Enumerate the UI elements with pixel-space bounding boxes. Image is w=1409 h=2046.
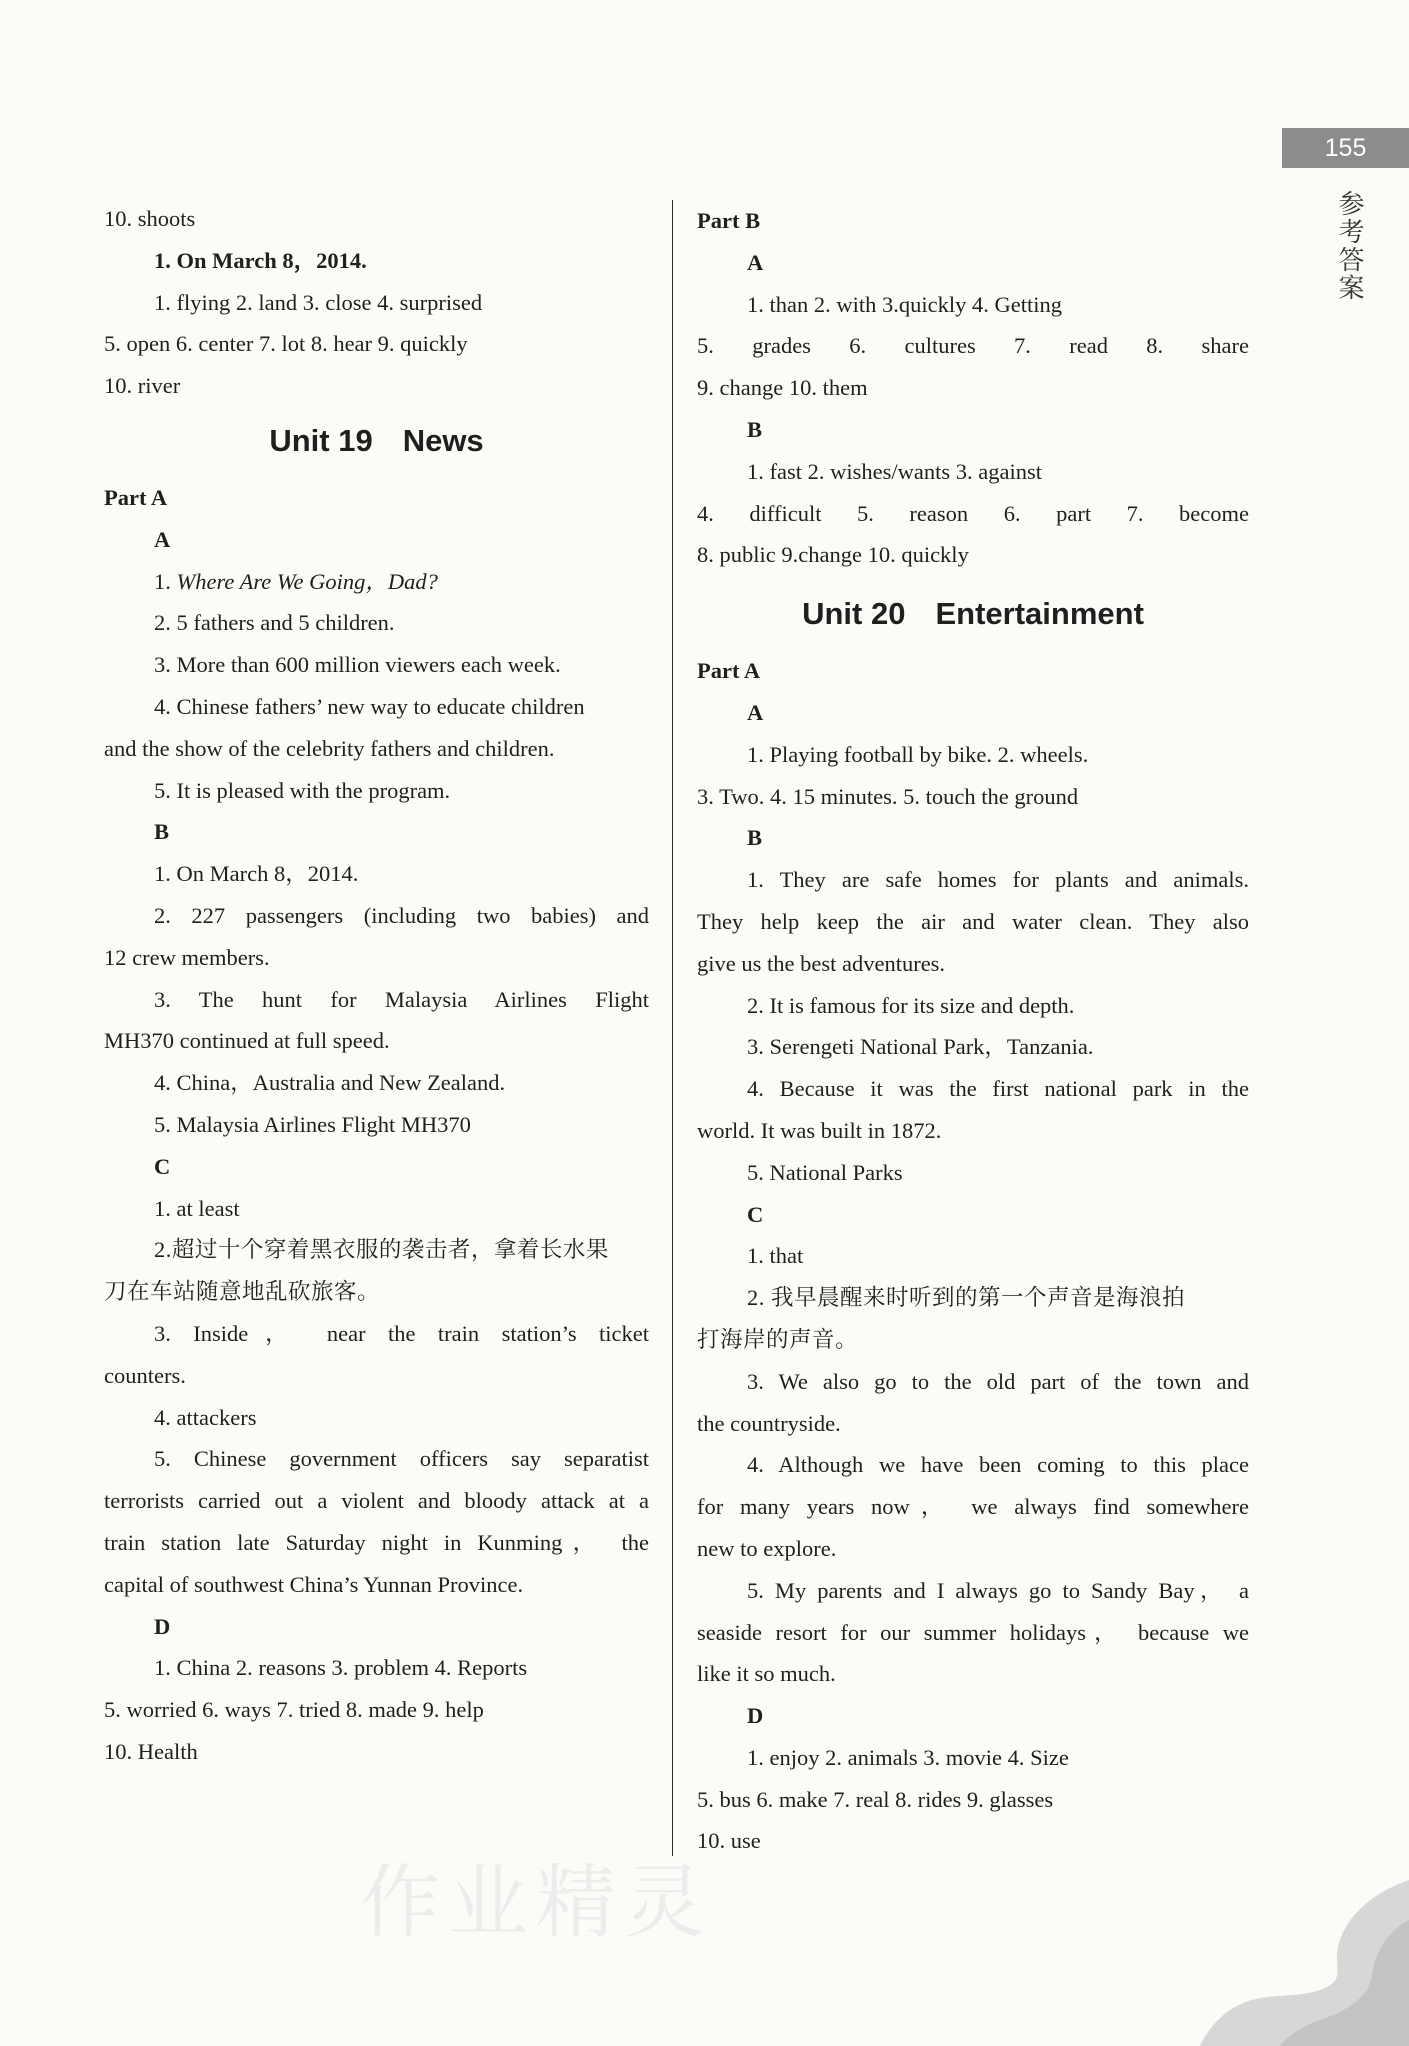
section-letter: 1. On March 8，2014.: [154, 247, 367, 273]
answer-line: capital of southwest China’s Yunnan Province.: [104, 1571, 524, 1597]
answer-line: 2. It is famous for its size and depth.: [747, 992, 1075, 1018]
answer-line: 3. Two. 4. 15 minutes. 5. touch the ground: [697, 783, 1079, 809]
unit-heading: [104, 421, 649, 461]
answer-line: 5. worried 6. ways 7. tried 8. made 9. help: [104, 1697, 484, 1723]
answer-line: 9. change 10. them: [697, 375, 868, 401]
answer-line: 2. 我早晨醒来时听到的第一个声音是海浪拍: [747, 1285, 1186, 1311]
answer-line: 10. shoots: [104, 206, 196, 231]
answer-line: 5. open 6. center 7. lot 8. hear 9. quickly: [104, 331, 468, 357]
answer-line: 1. that: [747, 1243, 804, 1269]
answer-line: for many years now， we always find somewhere: [697, 1494, 1249, 1520]
answer-line: 12 crew members.: [104, 944, 270, 970]
unit-number: Unit 20: [802, 596, 906, 632]
unit-title: Entertainment: [935, 596, 1144, 632]
column-divider: [672, 200, 673, 1856]
answer-line: 5. My parents and I always go to Sandy Bay， a: [747, 1577, 1249, 1603]
right-column: [697, 200, 1249, 1862]
answer-line: 4. difficult 5. reason 6. part 7. become: [697, 500, 1249, 526]
section-side-label: 参考答案: [1335, 190, 1364, 302]
answer-line: 4. China，Australia and New Zealand.: [154, 1070, 506, 1096]
section-letter: A: [747, 699, 764, 725]
part-heading: Part A: [697, 658, 761, 684]
answer-line: 8. public 9.change 10. quickly: [697, 542, 969, 568]
answer-line: 4. Although we have been coming to this place: [747, 1452, 1249, 1478]
answer-line: like it so much.: [697, 1661, 836, 1687]
program-title: Where Are We Going，Dad?: [176, 568, 438, 594]
section-letter: B: [747, 416, 763, 442]
answer-line: 1. China 2. reasons 3. problem 4. Reports: [154, 1655, 528, 1681]
answer-line: the countryside.: [697, 1410, 841, 1436]
section-letter: D: [747, 1703, 764, 1729]
section-letter: D: [154, 1613, 171, 1639]
answer-line: 3. More than 600 million viewers each week.: [154, 652, 561, 678]
answer-line: 3. Inside， near the train station’s ticket: [154, 1320, 649, 1346]
answer-line: 1. at least: [154, 1195, 240, 1221]
answer-line: 5. grades 6. cultures 7. read 8. share: [697, 333, 1249, 359]
part-heading: Part A: [104, 484, 168, 510]
section-letter: A: [747, 249, 764, 275]
answer-line: terrorists carried out a violent and bloody attack at a: [104, 1488, 649, 1514]
answer-line: 1. On March 8，2014.: [154, 861, 359, 887]
answer-line: 10. use: [697, 1828, 761, 1854]
part-heading: Part B: [697, 208, 761, 233]
answer-line: 1. They are safe homes for plants and animals.: [747, 867, 1249, 893]
answer-line: 10. river: [104, 373, 181, 399]
answer-line: 5. National Parks: [747, 1159, 903, 1185]
answer-line: seaside resort for our summer holidays， because we: [697, 1619, 1249, 1645]
answer-line: 5. Malaysia Airlines Flight MH370: [154, 1111, 471, 1137]
answer-line: 刀在车站随意地乱砍旅客。: [104, 1279, 381, 1305]
unit-title: News: [402, 422, 484, 458]
answer-line: and the show of the celebrity fathers and children.: [104, 735, 555, 761]
section-letter: A: [154, 526, 171, 552]
answer-line: 打海岸的声音。: [697, 1326, 859, 1352]
answer-line: 3. Serengeti National Park，Tanzania.: [747, 1034, 1094, 1060]
answer-number: 1.: [154, 568, 171, 594]
answer-line: world. It was built in 1872.: [697, 1117, 942, 1143]
answer-line: give us the best adventures.: [697, 950, 946, 976]
unit-number: Unit 19: [269, 422, 373, 458]
answer-line: MH370 continued at full speed.: [104, 1028, 390, 1054]
section-letter: C: [747, 1201, 764, 1227]
answer-line: 2.超过十个穿着黑衣服的袭击者，拿着长水果: [154, 1237, 609, 1263]
section-letter: B: [747, 825, 763, 851]
watermark: 作业精灵: [360, 1860, 712, 1948]
answer-line: 5. bus 6. make 7. real 8. rides 9. glasses: [697, 1786, 1054, 1812]
unit-heading: [697, 594, 1249, 634]
page-number: 155: [1282, 128, 1409, 168]
answer-line: They help keep the air and water clean. They also: [697, 908, 1249, 934]
answer-line: 2. 227 passengers (including two babies) and: [154, 902, 649, 928]
answer-line: 1. Playing football by bike. 2. wheels.: [747, 741, 1089, 767]
answer-line: 2. 5 fathers and 5 children.: [154, 610, 395, 636]
section-letter: C: [154, 1153, 171, 1179]
answer-line: 1. fast 2. wishes/wants 3. against: [747, 458, 1042, 484]
left-column: [104, 198, 649, 1773]
answer-line: 4. attackers: [154, 1404, 257, 1430]
answer-line: 3. The hunt for Malaysia Airlines Flight: [154, 986, 649, 1012]
answer-line: 10. Health: [104, 1738, 198, 1764]
section-letter: B: [154, 819, 170, 845]
wave-decoration-icon: [1200, 1880, 1409, 2046]
answer-line: 4. Chinese fathers’ new way to educate children: [154, 693, 585, 719]
answer-line: 5. Chinese government officers say separatist: [154, 1446, 649, 1472]
answer-line: counters.: [104, 1362, 186, 1388]
answer-line: 1. than 2. with 3.quickly 4. Getting: [747, 291, 1062, 317]
answer-line: new to explore.: [697, 1535, 837, 1561]
answer-line: 3. We also go to the old part of the town and: [747, 1368, 1249, 1394]
answer-line: train station late Saturday night in Kunming， the: [104, 1529, 649, 1555]
answer-line: 1. enjoy 2. animals 3. movie 4. Size: [747, 1744, 1069, 1770]
answer-line: 5. It is pleased with the program.: [154, 777, 451, 803]
answer-line: 1. flying 2. land 3. close 4. surprised: [154, 289, 483, 315]
answer-line: 4. Because it was the first national park in the: [747, 1076, 1249, 1102]
answer-line: [104, 561, 649, 603]
